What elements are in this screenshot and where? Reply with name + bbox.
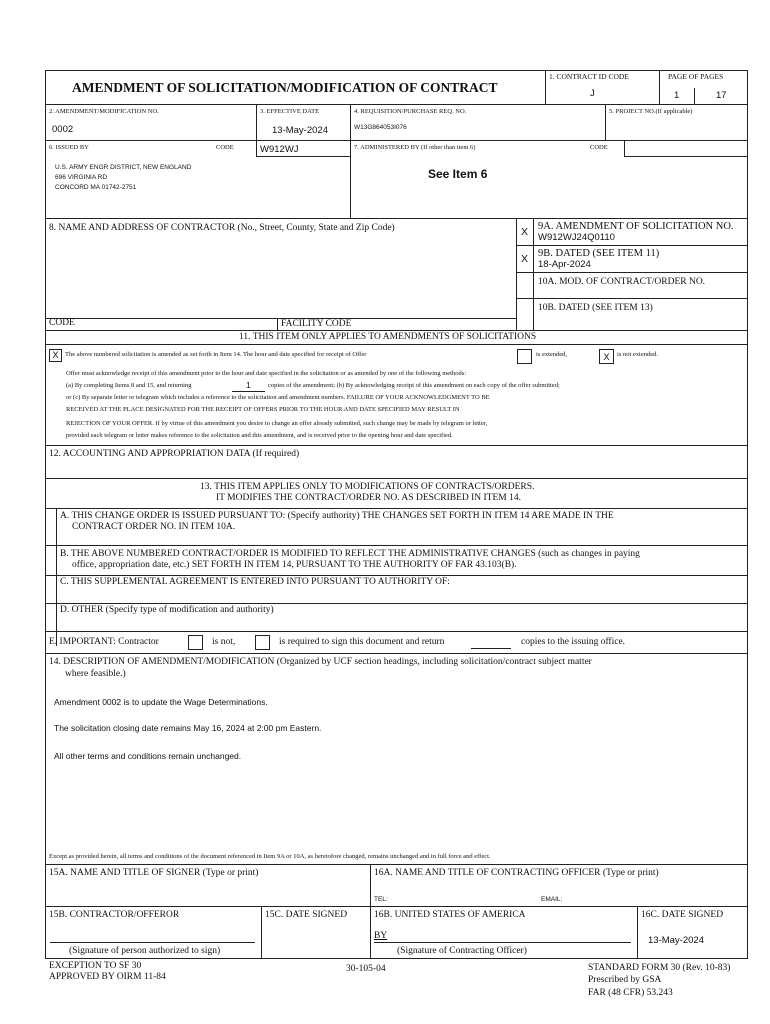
item13-title-1: 13. THIS ITEM APPLIES ONLY TO MODIFICATIONS OF CONTRACTS/ORDERS.	[200, 482, 535, 492]
contract-id-code: J	[590, 88, 595, 99]
item11-para-3: or (c) By separate letter or telegram which includes a reference to the solicitation and amendment numbers. FAILURE OF YOUR ACKNOWLEDGMENT TO BE	[66, 394, 490, 401]
item13-c: C. THIS SUPPLEMENTAL AGREEMENT IS ENTERED INTO PURSUANT TO AUTHORITY OF:	[60, 577, 450, 587]
issued-code-label: CODE	[216, 144, 234, 151]
item13-a-line-1: A. THIS CHANGE ORDER IS ISSUED PURSUANT TO: (Specify authority) THE CHANGES SET FORTH IN ITEM 14 ARE MADE IN THE	[60, 511, 614, 521]
form-border-left	[45, 70, 46, 959]
not-extended-checkbox[interactable]: X	[599, 349, 614, 364]
contractor-offeror-label: 15B. CONTRACTOR/OFFEROR	[49, 910, 180, 920]
description-label-1: 14. DESCRIPTION OF AMENDMENT/MODIFICATION (Organized by UCF section headings, including solicitation/contract subject matter	[49, 657, 592, 667]
item13-title-2: IT MODIFIES THE CONTRACT/ORDER NO. AS DESCRIBED IN ITEM 14.	[216, 493, 521, 503]
item13-b-line-2: office, appropriation date, etc.) SET FORTH IN ITEM 14, PURSUANT TO THE AUTHORITY OF FAR 43.103(B).	[72, 560, 517, 570]
label-9a: 9A. AMENDMENT OF SOLICITATION NO.	[538, 221, 734, 232]
accounting-label: 12. ACCOUNTING AND APPROPRIATION DATA (If required)	[49, 449, 300, 459]
solicitation-no: W912WJ24Q0110	[538, 232, 615, 243]
copies-label: copies to the issuing office.	[521, 637, 626, 647]
by-label: BY	[374, 931, 388, 941]
item11-para-2b: copies of the amendment; (b) By acknowledging receipt of this amendment on each copy of the offer submitted;	[268, 382, 560, 389]
form-border-bottom	[45, 958, 748, 959]
description-line-3: All other terms and conditions remain unchanged.	[54, 751, 242, 761]
requisition-label: 4. REQUISITION/PURCHASE REQ. NO.	[354, 108, 467, 115]
amended-text: The above numbered solicitation is amended as set forth in Item 14. The hour and date specified for receipt of Offer	[65, 351, 367, 358]
approved-text: APPROVED BY OIRM 11-84	[49, 972, 166, 982]
contractor-label: 8. NAME AND ADDRESS OF CONTRACTOR (No., Street, County, State and Zip Code)	[49, 223, 395, 233]
label-10b: 10B. DATED (SEE ITEM 13)	[538, 303, 653, 313]
officer-date-signed-label: 16C. DATE SIGNED	[641, 910, 724, 920]
item11-para-6: provided each telegram or letter makes reference to the solicitation and this amendment, and is received prior to the opening hour and date specified.	[66, 432, 453, 439]
item11-title: 11. THIS ITEM ONLY APPLIES TO AMENDMENTS OF SOLICITATIONS	[239, 332, 537, 342]
united-states-label: 16B. UNITED STATES OF AMERICA	[374, 910, 526, 920]
administered-by-label: 7. ADMINISTERED BY (If other than item 6)	[354, 144, 476, 151]
issued-address-line-3: CONCORD MA 01742-2751	[55, 184, 137, 191]
facility-code-label: FACILITY CODE	[281, 319, 352, 329]
form-code: 30-105-04	[346, 964, 386, 974]
amendment-no: 0002	[52, 124, 74, 135]
effective-date-label: 3. EFFECTIVE DATE	[260, 108, 320, 115]
signature-officer-caption: (Signature of Contracting Officer)	[397, 946, 527, 956]
item11-para-4: RECEIVED AT THE PLACE DESIGNATED FOR THE RECEIPT OF OFFERS PRIOR TO THE HOUR AND DATE SPECIFIED MAY RESULT IN	[66, 406, 460, 413]
signer-name-label: 15A. NAME AND TITLE OF SIGNER (Type or print)	[49, 868, 259, 878]
contracting-officer-label: 16A. NAME AND TITLE OF CONTRACTING OFFICER (Type or print)	[374, 868, 659, 878]
is-required-label: is required to sign this document and return	[279, 637, 445, 647]
is-extended-label: is extended,	[536, 351, 568, 358]
admin-code-label: CODE	[590, 144, 608, 151]
contract-id-code-label: 1. CONTRACT ID CODE	[549, 72, 629, 81]
standard-form-text: STANDARD FORM 30 (Rev. 10-83)	[588, 963, 731, 973]
administered-value: See Item 6	[428, 167, 488, 181]
check-9b: X	[521, 253, 529, 265]
description-line-2: The solicitation closing date remains May 16, 2024 at 2:00 pm Eastern.	[54, 723, 322, 733]
form-border-top	[45, 70, 748, 71]
contractor-code-label: CODE	[49, 318, 75, 328]
is-extended-checkbox[interactable]	[517, 349, 532, 364]
description-label-2: where feasible.)	[65, 669, 126, 679]
terms-unchanged-note: Except as provided herein, all terms and conditions of the document referenced in Item 9A or 10A, as heretofore changed, remains unchanged and in full force and effect.	[49, 853, 491, 860]
copies-returned: 1	[246, 380, 251, 390]
page-of-pages-label: PAGE OF PAGES	[668, 72, 724, 81]
label-10a: 10A. MOD. OF CONTRACT/ORDER NO.	[538, 277, 706, 287]
contractor-date-signed-label: 15C. DATE SIGNED	[265, 910, 348, 920]
label-9b: 9B. DATED (SEE ITEM 11)	[538, 248, 660, 259]
check-9a: X	[521, 226, 529, 238]
is-not-label: is not,	[212, 637, 236, 647]
item11-para-2a: (a) By completing Items 8 and 15, and returning	[66, 382, 192, 389]
form-title: AMENDMENT OF SOLICITATION/MODIFICATION OF CONTRACT	[72, 80, 498, 95]
email-label: EMAIL:	[541, 896, 563, 903]
item11-para-5: REJECTION OF YOUR OFFER. If by virtue of this amendment you desire to change an offer already submitted, such change may be made by telegram or letter,	[66, 420, 488, 427]
amendment-no-label: 2. AMENDMENT/MODIFICATION NO.	[49, 108, 159, 115]
exception-text: EXCEPTION TO SF 30	[49, 961, 142, 971]
form-border-right	[747, 70, 748, 959]
item13-a-line-2: CONTRACT ORDER NO. IN ITEM 10A.	[72, 522, 236, 532]
effective-date: 13-May-2024	[272, 125, 328, 136]
item13-b-line-1: B. THE ABOVE NUMBERED CONTRACT/ORDER IS MODIFIED TO REFLECT THE ADMINISTRATIVE CHANGES (such as changes in paying	[60, 549, 640, 559]
not-extended-label: is not extended.	[617, 351, 658, 358]
page-number: 1	[674, 90, 680, 101]
description-line-1: Amendment 0002 is to update the Wage Determinations.	[54, 697, 268, 707]
solicitation-dated: 18-Apr-2024	[538, 259, 591, 270]
total-pages: 17	[716, 90, 727, 101]
item11-para-1: Offer must acknowledge receipt of this amendment prior to the hour and date specified in the solicitation or as amended by one of the following methods:	[66, 370, 467, 377]
project-no-label: 5. PROJECT NO.(If applicable)	[609, 108, 693, 115]
far-text: FAR (48 CFR) 53.243	[588, 988, 673, 998]
issued-code: W912WJ	[260, 144, 299, 155]
solicitation-amended-checkbox[interactable]: X	[49, 349, 62, 362]
is-required-checkbox[interactable]	[255, 635, 270, 650]
item13-d: D. OTHER (Specify type of modification and authority)	[60, 605, 274, 615]
issued-by-label: 6. ISSUED BY	[49, 144, 89, 151]
prescribed-text: Prescribed by GSA	[588, 975, 662, 985]
important-label: E. IMPORTANT: Contractor	[49, 637, 159, 647]
contractor-signature-line[interactable]	[50, 942, 255, 943]
issued-address-line-2: 696 VIRGINIA RD	[55, 174, 108, 181]
officer-date-signed: 13-May-2024	[648, 935, 704, 946]
is-not-checkbox[interactable]	[188, 635, 203, 650]
requisition-no: W13G864053I076	[354, 124, 407, 131]
issued-address-line-1: U.S. ARMY ENGR DISTRICT, NEW ENGLAND	[55, 164, 192, 171]
signature-person-caption: (Signature of person authorized to sign)	[69, 946, 221, 956]
officer-signature-line[interactable]	[374, 942, 631, 943]
tel-label: TEL:	[374, 896, 388, 903]
